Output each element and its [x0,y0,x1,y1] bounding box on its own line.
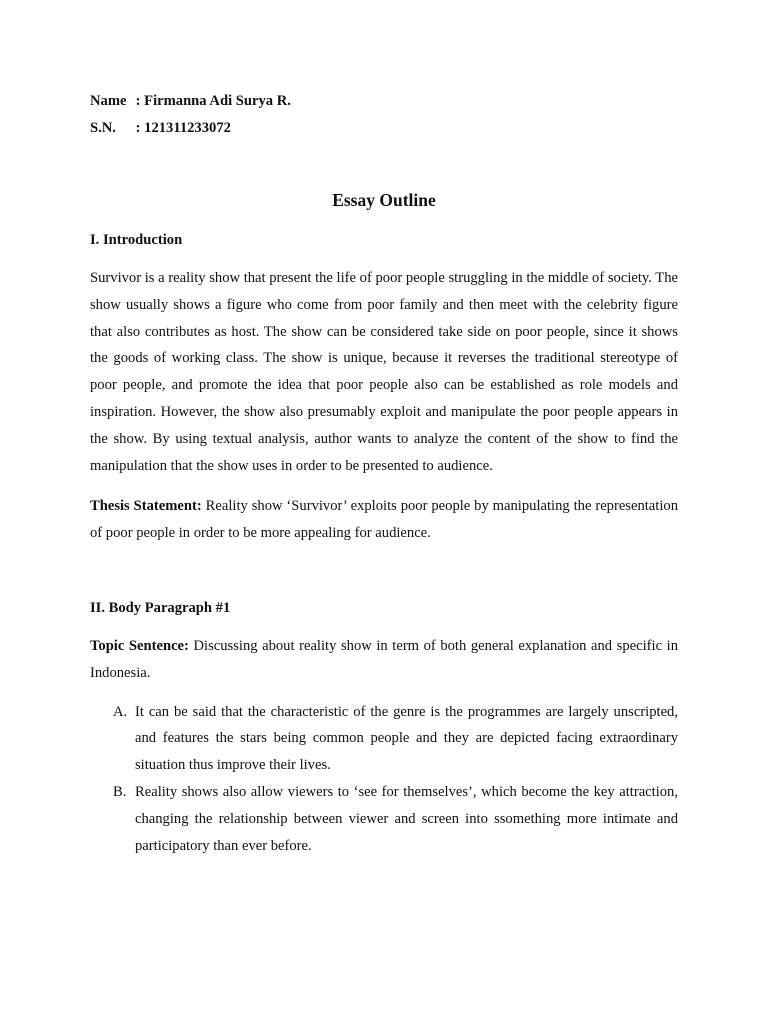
document-page [90,88,678,874]
student-number-value: : 121311233072 [135,120,231,136]
topic-label: Topic Sentence: [90,637,189,654]
introduction-paragraph: Survivor is a reality show that present the life of poor people struggling in the middle of society. The show usually shows a figure who come from poor family and then meet with the celebrity figure that also contributes as host. The show can be considered take side on poor people, since it shows the goods of working class. The show is unique, because it reverses the traditional stereotype of poor people, and promote the idea that poor people also can be established as role models and inspiration. However, the show also presumably exploit and manipulate the poor people appears in the show. By using textual analysis, author wants to analyze the content of the show to find the manipulation that the show uses in order to be presented to audience. [90,270,678,474]
thesis-text: Reality show ‘Survivor’ exploits poor people by manipulating the representation of poor people in order to be more appealing for audience. [90,498,678,542]
list-item [90,699,678,779]
list-item-text: Reality shows also allow viewers to ‘see for themselves’, which become the key attraction, changing the relationship between viewer and screen into ssomething more intimate and participatory than ever before. [135,783,678,854]
introduction-heading: I. Introduction [90,232,183,248]
topic-sentence [90,633,678,687]
list-marker: A. [113,703,128,720]
student-number-row [90,115,678,142]
list-marker: B. [113,783,127,800]
supporting-points-list [90,699,678,860]
name-label: Name [90,93,127,109]
topic-text: Discussing about reality show in term of both general explanation and specific in Indonesia. [90,637,678,681]
name-value: : Firmanna Adi Surya R. [135,93,291,109]
student-number-label: S.N. [90,120,116,136]
body-paragraph-1-heading: II. Body Paragraph #1 [90,599,231,616]
name-row [90,88,678,115]
thesis-statement [90,493,678,547]
list-item [90,779,678,859]
thesis-label: Thesis Statement: [90,498,202,515]
list-item-text: It can be said that the characteristic of the genre is the programmes are largely unscripted, and features the stars being common people and they are depicted facing extraordinary situation thus improve their lives. [135,703,678,774]
document-title: Essay Outline [332,190,436,210]
